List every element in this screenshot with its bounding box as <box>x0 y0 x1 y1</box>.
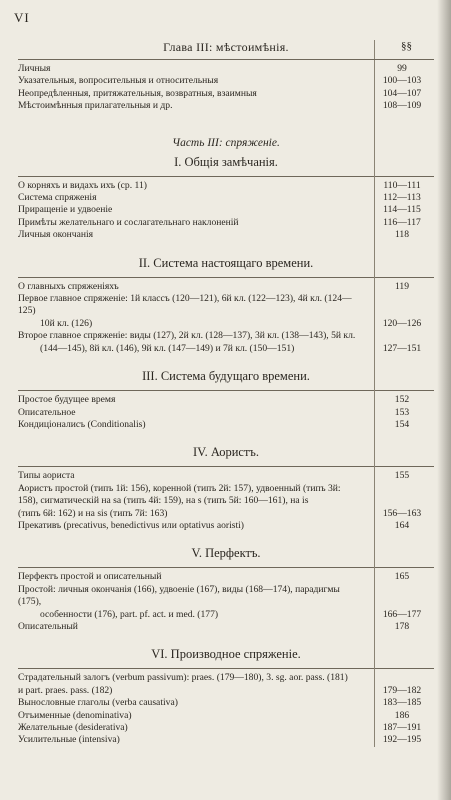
section-title: VI. Производное спряженіе. <box>151 647 301 662</box>
divider <box>18 390 434 391</box>
toc-entry <box>18 293 434 318</box>
toc-entry <box>18 734 434 746</box>
toc-entry-text: О корняхъ и видахъ ихъ (ср. 11) <box>18 179 147 191</box>
toc-entry <box>18 685 434 697</box>
toc-entry-text: 10й кл. (126) <box>40 317 93 329</box>
toc-entry-text: Личныя <box>18 63 51 74</box>
divider <box>18 59 434 60</box>
section-sign: §§ <box>401 40 412 52</box>
toc-entry-ref: 127—151 <box>382 342 422 354</box>
toc-entry-text: Кондиціоналисъ (Conditionalis) <box>18 418 146 430</box>
toc-entry-ref: 119 <box>394 280 410 292</box>
chapter-rows <box>18 63 434 113</box>
page-number: VI <box>14 10 30 25</box>
toc-entry-ref: 192—195 <box>382 734 422 746</box>
toc-entry <box>18 571 434 583</box>
toc-entry-text: Указательныя, вопросительныя и относительныя <box>18 75 219 87</box>
toc-entry-text: Приращеніе и удвоеніе <box>18 204 113 216</box>
column-divider <box>374 40 375 747</box>
section-title: IV. Аористъ. <box>192 445 259 460</box>
section-block <box>18 256 434 355</box>
toc-entry-ref: 178 <box>394 620 410 632</box>
divider <box>18 668 434 669</box>
toc-entry-ref: 99 <box>397 63 407 74</box>
toc-entry-text: Простое будущее время <box>18 394 116 406</box>
toc-entry <box>18 100 434 112</box>
divider <box>18 277 434 278</box>
toc-entry-ref: 100—103 <box>382 75 422 87</box>
toc-entry-ref: 154 <box>394 418 410 430</box>
section-block <box>18 155 434 242</box>
toc-entry-text: О главныхъ спряженіяхъ <box>18 280 119 292</box>
toc-entry-text: (типъ 6й: 162) и на sis (типъ 7й: 163) <box>18 507 168 519</box>
divider <box>18 567 434 568</box>
toc-entry-ref: 165 <box>394 571 410 583</box>
toc-entry-ref: 108—109 <box>382 100 422 112</box>
toc-entry <box>18 204 434 216</box>
toc-entry-text: Желательные (desiderativa) <box>18 722 128 733</box>
toc-entry-ref: 186 <box>394 709 410 721</box>
toc-entry <box>18 584 434 609</box>
toc-entry <box>18 407 434 419</box>
toc-entry <box>18 192 434 204</box>
toc-entry-ref: 118 <box>394 229 410 241</box>
toc-entry-text: Описательное <box>18 406 76 418</box>
toc-entry-text: Прекативъ (precativus, benedictivus или optativus aoristi) <box>18 519 244 531</box>
toc-entry <box>18 621 434 633</box>
toc-entry-ref: 166—177 <box>382 608 422 620</box>
toc-entry <box>18 229 434 241</box>
toc-entry <box>18 697 434 709</box>
toc-entry-ref: 152 <box>394 394 410 406</box>
toc-entry-text: Система спряженія <box>18 192 97 204</box>
toc-entry-text: Примѣты желательнаго и сослагательнаго наклоненій <box>18 216 239 228</box>
toc-entry <box>18 217 434 229</box>
toc-entry <box>18 88 434 100</box>
toc-entry <box>18 483 434 495</box>
toc-entry-text: Мѣстоимѣнныя прилагательныя и др. <box>18 100 173 112</box>
toc-entry-ref: 153 <box>394 406 410 418</box>
toc-entry <box>18 672 434 684</box>
toc-entry <box>18 520 434 532</box>
toc-entry <box>18 495 434 507</box>
section-block <box>18 647 434 746</box>
section-block <box>18 369 434 431</box>
table-of-contents <box>18 40 434 747</box>
toc-entry <box>18 419 434 431</box>
toc-entry <box>18 722 434 734</box>
chapter-title: Глава III: мѣстоимѣнія. <box>163 40 289 54</box>
toc-entry-text: Отъименные (denominativa) <box>18 709 132 721</box>
toc-entry-text: Личныя окончанія <box>18 229 94 241</box>
toc-entry-text: 158), сигматическій на sa (типъ 4й: 159), на s (типъ 5й: 160—161), на is <box>18 495 309 507</box>
toc-entry-text: (144—145), 8й кл. (146), 9й кл. (147—149) и 7й кл. (150—151) <box>40 342 295 354</box>
toc-entry-ref: 179—182 <box>382 684 422 696</box>
part-title: Часть III: спряженіе. <box>172 136 280 149</box>
section-title: I. Общія замѣчанія. <box>174 154 278 169</box>
section-block <box>18 546 434 633</box>
toc-entry <box>18 75 434 87</box>
toc-entry-ref: 156—163 <box>382 507 422 519</box>
toc-entry <box>18 330 434 342</box>
toc-entry-text: Простой: личныя окончанія (166), удвоеніе (167), виды (168—174), парадигмы (175), <box>18 583 340 608</box>
toc-entry-ref: 183—185 <box>382 697 422 709</box>
toc-entry-text: Страдательный залогъ (verbum passivum): praes. (179—180), 3. sg. aor. pass. (181) <box>18 672 348 684</box>
toc-entry <box>18 180 434 192</box>
toc-entry <box>18 609 434 621</box>
divider <box>18 466 434 467</box>
toc-entry-text: Неопредѣленныя, притяжательныя, возвратныя, взаимныя <box>18 87 257 99</box>
toc-entry-text: Вынословные глаголы (verba causativa) <box>18 697 178 709</box>
section-title: II. Система настоящаго времени. <box>138 255 314 270</box>
toc-entry <box>18 508 434 520</box>
divider <box>18 176 434 177</box>
toc-entry-text: особенности (176), part. pf. act. и med. (177) <box>40 608 219 620</box>
toc-entry-text: и part. praes. pass. (182) <box>18 684 113 696</box>
toc-entry-ref: 116—117 <box>383 216 421 228</box>
toc-entry-ref: 114—115 <box>383 204 421 216</box>
toc-entry-ref: 155 <box>394 470 410 482</box>
toc-entry-text: Типы аориста <box>18 470 75 482</box>
toc-entry-ref: 120—126 <box>382 317 422 329</box>
toc-entry-text: Первое главное спряженіе: 1й классъ (120—121), 6й кл. (122—123), 4й кл. (124—125) <box>18 293 352 317</box>
toc-entry <box>18 710 434 722</box>
section-block <box>18 445 434 532</box>
toc-entry <box>18 318 434 330</box>
toc-entry-ref: 187—191 <box>382 722 422 733</box>
toc-entry-text: Описательный <box>18 620 78 632</box>
toc-entry-ref: 104—107 <box>382 87 422 99</box>
toc-entry-text: Перфектъ простой и описательный <box>18 571 162 583</box>
section-title: III. Система будущаго времени. <box>142 369 310 384</box>
toc-entry-text: Усилительные (intensiva) <box>18 734 120 746</box>
toc-entry <box>18 394 434 406</box>
toc-entry <box>18 470 434 482</box>
toc-entry <box>18 63 434 75</box>
toc-entry <box>18 281 434 293</box>
toc-entry-text: Второе главное спряженіе: виды (127), 2й кл. (128—137), 3й кл. (138—143), 5й кл. <box>18 330 356 342</box>
toc-entry-text: Аористъ простой (типъ 1й: 156), коренной (типъ 2й: 157), удвоенный (типъ 3й: <box>18 482 341 494</box>
toc-entry <box>18 343 434 355</box>
chapter-block <box>18 40 434 113</box>
toc-entry-ref: 112—113 <box>383 192 421 204</box>
toc-entry-ref: 164 <box>394 519 410 531</box>
section-title: V. Перфектъ. <box>191 546 261 561</box>
sections <box>18 155 434 747</box>
toc-entry-ref: 110—111 <box>383 179 421 191</box>
